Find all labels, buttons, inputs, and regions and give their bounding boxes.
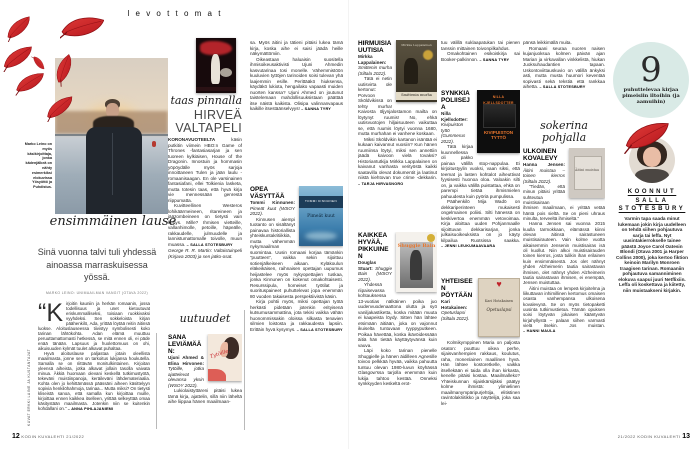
book-cover-valtaistuinpeli [196, 38, 236, 93]
photo-caption: Marko Leino on myös käsikirjoittaja, jonka kädenjälkeä on nähty esimerkiksi elokuvissa Yösyöttö ja Puhdistus. [24, 142, 52, 190]
review-author: Ujuni Ahmed & Elina Hirvonen: [168, 355, 204, 366]
page-footer-left [12, 433, 84, 440]
review-paragraph: ”Tiedän, että minun pitäisi yrittää suhteutua muistisairaan ihmisen maailmaan, ei yrittää vetää häntä pois sieltä. Se on pieni uhraus minulta, terveeltä ihmiseltä.” [523, 184, 605, 222]
cover-title-text: Shuggie Bain [397, 243, 436, 249]
review-paragraph: Yhdessä riipaisevassa kohtauksessa 13-vuotias nälkäinen poika juo uudenvuodenaattona olutta ja syö vaniljakastiketta, koska mitään muuta ei kaapeista löydy. Sitten hän lähtee etsimään äitiään, joka on vajonnut ikuiselta tuntuvaan ryyppyputkeen. Poikaa hävettää, koska ikävöidessään äitiä hän tietää käyttäytyvänsä kuin vauva. [358, 282, 437, 348]
review-paragraph: Omakohtainen esikoiskirja sai Booker-palkinnon. [441, 51, 520, 62]
review-heading: YHTEISEEN PÖYTÄÄN [441, 278, 473, 299]
cover-title-text: KIVIPUISTON TYTTÖ [483, 130, 514, 141]
dropcap: “K [38, 301, 63, 327]
review-paragraph: Läpi koko tarinan pienelle Shuggielle ja hänen äidilleen Agnesille toivoo pelkkää hyvää, vaikka pahuutta tuntuu olevan 1980-luvun köyhässä Glasgow'ssa tarjolla enemmän kuin lukija tahtoo kestää. Onneksi synkkyyden keskeltä erot- [358, 348, 437, 386]
book-cover-aitini-muistaa [569, 148, 605, 198]
review-signoff: – SALLA STOTESBURY [296, 327, 343, 332]
review-paragraph: tuu välillä suklaapatukan tai pienen tanssin mittainen toivonpilkahdus. [441, 40, 520, 51]
editor-portrait [629, 137, 675, 183]
leaf-icon [1, 46, 35, 72]
review-book: Pimeät kuut (WSOY 2022). [250, 205, 295, 216]
pinnalla-title: HIRVEÄ VALTAPELI [175, 108, 242, 135]
review-signoff: – SALLA STOTESBURY [539, 85, 586, 89]
section-header: l e v o t t o m a t [127, 9, 223, 18]
review-paragraph: Lukiolaistyttäreni pitäisi lukea tämä kirja, ajattelin, sillä niin läheltä aihe liippaa hänen maailmaan- [168, 388, 242, 404]
page-footer-right [540, 433, 690, 440]
review-book: Äitini muistaa – toinen kierros (Siltala 2022). [523, 167, 565, 184]
rail-intro: Varmin tapa saada minut lukemaan jokin kirja uudelleen on tehdä siihen pohjautuva sarja tai leffa. Nyt uusintakierrokselle tainee päästä Joyce Carol Oatesin Blondi (Otava 2001 ja Harper Collins 2000), joka kertoo fiktion keinoin Marilyn Monroen traagisen tarinan. Romaaniin pohjautuva samanniminen elokuva saapui juuri Netflixiin. Leffa oli koskettava ja kiitetty, niin muistaakseni kirjakin. [616, 216, 688, 293]
books-count-circle [613, 42, 689, 118]
script-heading-uutuudet: uutuudet [179, 312, 231, 325]
review-ulkoinen-kovalevy [523, 148, 605, 446]
feature-byline: – ANNA PIHLAJANIEMI [67, 407, 114, 411]
review-signoff: – SANNA TYRY [301, 107, 332, 111]
issue-number: 21/2022 [617, 434, 636, 439]
review-heading: ULKOINEN KOVALEVY [523, 148, 558, 162]
compiled-by [613, 188, 691, 214]
red-buoy [152, 141, 156, 147]
review-kaikkea-hyvaa [358, 232, 437, 446]
feature-body [38, 301, 150, 433]
review-paragraph: Kolmikymppinen Maria on paljosta osaton: puuttuu oikea perhe, sijaisvanhempien rakkaus, koulutus, raha, monenlainen maallinen hyvä. Hän lähtee kostoretkelle, vaikka itsellekään ei taida olla ihan kirkasta, kenelle pitäisi kostaa. Maailmalleko? Yhteiskunnan sijaiskärsijäksi päätyy kolme ihmistä: ylimielinen maailmanympäripurjehtija, elitistinen ravintolakriitikko ja näyttelijä, joka saa lei- [441, 340, 520, 406]
review-heading: HIRMUISIA UUTISIA [358, 40, 392, 54]
cover-title-text: Opetuslapsi [486, 307, 512, 312]
books-count-number: 9 [640, 50, 662, 90]
review-book: Smittenin murha (Siltala 2022). [358, 65, 392, 76]
cover-title-text: Äitini muistaa [575, 168, 599, 172]
review-synkkia-poliiseja [441, 90, 520, 274]
review-paragraph: Tätä ei netin uutisvirta ole kertonut: Porvoon Sköldvikissä on tehty murha! Kaivosta öljynjalostamon mailta on löytynyt ruumis! No, ehkä uutisvuotojen hiljaisuuteen vaikuttaa se, että ruumis löytyi vuonna 1680, mutta murhahan ei vanhene koskaan. [358, 76, 437, 136]
cover-author-text: Kari Hotakainen [484, 299, 514, 303]
lead-in: KORONAVUOTEELTA [168, 137, 216, 142]
leaf-icon [4, 16, 34, 42]
review-author: Nilla Kjellsdotter: [441, 111, 468, 122]
review-sana-leviamaan [168, 334, 242, 446]
review-kaikkea-hyvaa-cont [441, 40, 520, 86]
review-yhteiseen-poytaan [441, 278, 520, 446]
script-heading-taas-pinnalla: taas pinnalla [170, 94, 242, 107]
compiled-by-first-name: SALLA [635, 197, 669, 204]
cover-title-text: Smittenin murha [396, 92, 437, 101]
review-heading: KAIKKEA HYVÄÄ, PIKKUINEN [358, 232, 389, 260]
cover-title-text: Tytöille, [209, 348, 231, 361]
cover-author-text: Mirkka Lappalainen [401, 43, 432, 47]
feature-photo [55, 58, 168, 214]
page-gutter [348, 0, 349, 449]
review-paragraph: Päähenkilö Mija Wadö on dekkariperinteen mukaisesti ongelmainen poliisi. Silti hänessä on keskivertoa enemmän vetovoimaa. Kirja aloittaa uuden Pohjanmaalle sijoittuvan dekkarisarjan, jonka julkaisuoikeuksista on jo käyty kilpailua Ruotsissa saakka. [441, 199, 520, 243]
review-sana-leviamaan-cont [250, 40, 343, 182]
review-author: Kari Hotakainen: [441, 299, 468, 310]
review-author: Tommi Kinnunen: [250, 200, 295, 205]
page-number: 12 [12, 433, 20, 440]
magazine-title: KODIN KUVALEHTI [637, 434, 681, 439]
review-paragraph: Kinnusen aiempi tuotanto on sisältänyt painavaa historiallista yhteiskuntakritiikkiä, mutta vähemmän nykymaailman suomintaa. Uusin romaani korjaa tämänkin ”puutteen”, vaikka sekin sijoittuu sotienjälkeiseen aikaan. Kyläkoulun eläkeikäisen, raihnaisen opettajan uupumus heijastelee myös nykyopettajien tuskaa, jonka Kinnunen on kokenut omakohtaisesti. Resurssipula, homeiset työtilat ja suorituspaineet puhuttelevat jopa enemmän 80 vuoden takaisesta perspektiivistä käsin. [250, 216, 343, 299]
pinnalla-book-ref: George R. R. Martin: Valtaistuinpeli (Kirjava 2003) ja sen jatko-osat. [168, 248, 242, 259]
pinnalla-paragraph: Kuvitteellinen Westeros lohikäärmeineen, ritareineen ja jääzombeineen on tietysti vain kehys. Mille? Ihmisen vietteille, vallanhimolle, petoille, häpeälle, rakkaudelle, julmuudelle ja lannistumattomalle toivolle, muun muassa. [168, 203, 242, 247]
script-heading-sokerina-pohjalla: sokerina pohjalla [540, 119, 588, 144]
review-heading: SANA LEVIÄMÄÄN: [168, 334, 202, 355]
heart-icon: ♥ [496, 279, 502, 289]
review-paragraph: Oikeastaan haluaisin suositella ihmisoikeusaktivisti Ujuni Ahmedin kasvutarinaa tosi monelle. Vähemmistöön kuuluvien tyttöjen tarinoiden soisi tulevan yhä laajemmin esille. Perittääkö hiuksensa, käydäkö lukiota, hengailako vapaasti muiden nuorten kanssa? Ujuni Ahmed on joutunut taistelemaan mahdollisuuksistaan päättää itse näistä kaikista. Olisipa valinnanvapaus kaikille itsestäänselvyys! [250, 56, 343, 111]
book-cover-tytoille [208, 334, 242, 381]
review-yhteiseen-poytaan-cont [523, 40, 605, 118]
kicker-script: ensimmäinen lause [49, 214, 177, 229]
leaf-icon [60, 14, 104, 44]
review-book: Tytöille, jotka ajattelevat olevansa yksin (WSOY 2022). [168, 366, 204, 388]
cover-author-text: NILLA KJELLSDOTTER [483, 95, 514, 105]
review-book: Shuggie Bain (WSOY 2022). [358, 265, 392, 282]
review-book: Opetuslapsi (Siltala 2022). [441, 310, 470, 321]
leaf-icon [30, 50, 46, 76]
review-signoff: – HANNI MAULA [523, 329, 556, 334]
review-author: Hanna Jensen: [523, 162, 565, 167]
column-rule [156, 333, 157, 429]
review-paragraph: Romaani seuraa nuoren naisen kujanjuoksua kolmen päivän ajan Marian ja virkavallan vinkkelistä, hiukan Juoksuhaudantien tapaan. Uskontoviittauskuvio on välillä änkyksi asti, mutta musta huumori keventää sopivasti sekä tekstiä että rankkaa aihetta. [523, 45, 605, 89]
magazine-title: KODIN KUVALEHTI [21, 434, 65, 439]
review-paragraph: pänsä leikkimällä muita. [523, 40, 572, 45]
leaf-icon [14, 72, 46, 96]
book-cover-smittenin-murha [396, 40, 437, 102]
compiled-by-label: KOONNUT [627, 189, 677, 195]
review-hirmuisia-uutisia [358, 40, 437, 228]
books-count-text: puhuttelevaa kirjaa pimeisiin iltoihin (ja aamuihin) [622, 87, 680, 105]
quote-source: MARKO LEINO: UNIMAAILMAN VANGIT (OTAVA 2022) [45, 291, 149, 295]
review-paragraph: sa. Myös äitini ja tätieni pitäisi lukea tämä kirja, koska aihe ei saisi jäädä heille näkymättömiin. [250, 40, 343, 56]
feature-paragraph: irjoitin kauniin ja herkän romaanin, jossa todellisuus ja unet kietoutuvat eriskummalliseksi, toisiaan ruokkivaksi vyyhdeksi. Sen sokkeloista kirjan päähenkilö, Ada, yrittää löytää reitin äitinsä luokse. Aloituslauseessa tiivistyy symbolisesti koko tarinan lähtökohta. Adan elämä muuttuu peruuttamattomasti hetkessä, se mitä ennen oli, ei päde enää tänään. Lapsuus ja huolettomuus on ohi, aikuisuuden kylmät tuulet alkavat puhaltaa. [38, 301, 150, 351]
review-paragraph: Äitini muistaa on lempeä kirjoitelma ja liikuttavan inhimillinen kertomus omaisen osasta vanhempansa ulkoisena kovalevynä. Se on myös tietopaketti uusinta tutkimustietoa. Tämän opuksen soisi löytyvän jokaisen kääntyvän kirjahyllystä – palaan siihen varmasti vielä itsekin. Jos muistan. [523, 285, 605, 328]
column-rule [244, 310, 245, 430]
compiled-by-last-name: STOTESBURY [618, 206, 686, 213]
review-heading: SYNKKIÄ POLIISEJA [441, 90, 470, 111]
review-heading: OPEA VÄSYTTÄÄ [250, 186, 285, 200]
review-paragraph: Tätä kirjaa kuunnellessa oli pakko painaa välillä stop-nappulaa. Ei kirjoitustyylin vuoksi, vaan siksi, että teemat ja lasten kohtalot aiheuttivat fyysisesti huonoa oloa. Valoakin silti on, ja vaikka välillä puistattaa, ehkä on parempi tietää ihmismielen pahuudesta kuin pyöriä pumpulissa. [441, 144, 520, 199]
issue-number: 21/2022 [66, 434, 85, 439]
cover-author-text: TOMMI KINNUNEN [304, 199, 338, 203]
review-author: Mirkka Lappalainen: [358, 54, 387, 65]
dark-coat [86, 127, 143, 214]
book-cover-pimeat-kuut [299, 186, 343, 246]
pinnalla-paragraph: käsin putkitin viimein HBO:n Game of Thrones -fantasiasarjan ja sen tuoreen kylkiäisen, House of the Dragonin. Innostuin ja hommasin yöpöydälle myös sarjoja innoittaneen Tulen ja jään laulu -romaanisaagan. En ole varsinainen fantasiafani, ellei Tolkienia lasketa, mutta totesin taas, että hyvä kirja vie mennessään genrestä riippumatta. [168, 137, 242, 203]
pinnalla-signoff: – SALLA STOTESBURY [186, 242, 233, 247]
review-paragraph: Kirja pohtii myös, miksi opettajan työtä herkästi pidetään jotenkin erityisenä kutsumusammattina, jota tekisi vaikka vähän huonommissakin oloissa silkasta tenavien silmien loistosta ja rakkaudesta lapsiin. Erittäin hyvä kysymys. [250, 299, 343, 332]
review-opea-vasyttaa [250, 186, 343, 446]
book-cover-opetuslapsi [478, 278, 520, 337]
cover-title-text: Pimeät kuut [307, 214, 335, 219]
pull-quote: Sinä vuonna talvi tuli yhdessä ainoassa marraskuisessa yössä. [37, 247, 157, 282]
review-paragraph: Miksi Sköldvikin kartanon isäntää ei kukaan kaivannut vuosiin? Kun hänen ruumiinsa löytyi, miksi sen annettiin jäädä kaivoon vielä tovaksi? Historiantutkija Mirkka Lappalainen on kaivanut vanhasta verityöstä kaikki saatavilla olevat dokumentit ja laatinut niistä kiehtovan true crime -dekkarin. [358, 136, 437, 180]
review-book: Kivipuiston tyttö (Gummerus 2022). [441, 122, 466, 144]
page-number: 13 [682, 433, 690, 440]
feature-paragraph: Hyvä aloituslause paljastaa jotain oleellista maailmasta, jonne sen on tarkoitus lukijansa houkutella. Samalla se on riittävän monitulkintainen. Kirjoitan yleensä aiheista, jotka alkavat jollain tasolla vaivata minua. Äkkiä huomaan olevani keskellä tutkimustyötä, tekeväni muistiinpanoja, keräileväni lähdemateriaalia. Kohta olen jo kehittämässä päässäni aiheen käsittelyyn sopivia henkilöhahmoja, tarinaa... Mutta miksi? On tietysti kliseistä sanoa, että samalla kun kirjoittaa muille, kirjoittaa ennen kaikkea itselleen, yrittää selkeyttää omaa käsitystään maailmasta. Jotenkin niin se kuitenkin kohdallani on.” [38, 351, 150, 411]
book-cover-kivipuiston-tytto [477, 90, 520, 153]
photo-credit-vertical: KUVAT ERKKI LAINE JA KUSTANTAJAT [27, 348, 31, 426]
book-cover-shuggie-bain [396, 232, 437, 292]
review-author: Douglas Stuart: [358, 260, 377, 271]
review-signoff: – SANNA TYRY [479, 57, 510, 62]
review-signoff: – JENNI LEUKUMAAVAARA [441, 244, 496, 248]
review-paragraph: Hanna Jensen sai vuonna 2015 kuulla tarmokkaan, elämässä kiinni olevan äitinsä sairastuneen muistisairauteen. Vain kolme vuotta aikaisemmin Jensenin muistisairas isä oli kuollut. Niin alkoi muistisairauden toinen kierros, josta tulikin ihan erilainen kuin ensimmäisestä. Jos olet nähnyt yhden Alzheimerin tautia sairastavan ihmisen, olet nähnyt yhden Alzheimerin tautia sairastavan ihmisen, ei enempää, Jensen muistuttaa. [523, 221, 605, 286]
review-signoff: – TARJA HIRVASNORO [358, 181, 404, 186]
pinnalla-body [168, 137, 242, 309]
coat-zipper [112, 133, 113, 195]
